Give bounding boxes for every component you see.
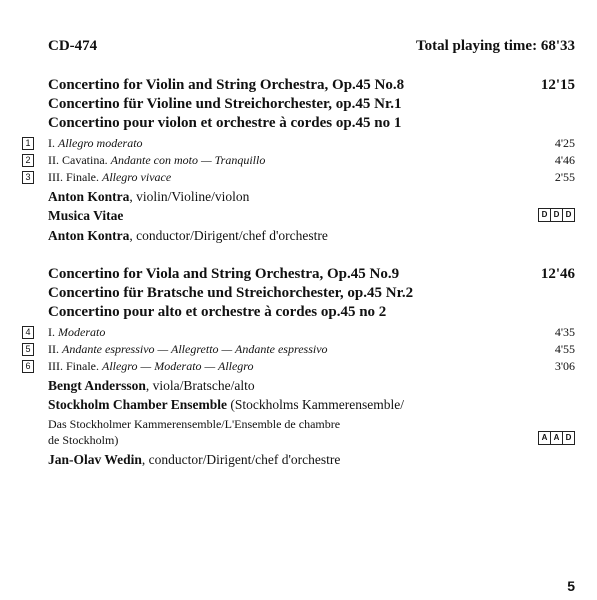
code-letter: A [550,431,563,445]
code-letter: D [562,208,575,222]
work1-title-fr: Concertino pour violon et orchestre à cordes op.45 no 1 [48,115,402,131]
code-letter: D [550,208,563,222]
orchestra-credit: Musica Vitae [48,208,124,223]
track-time: 4'35 [554,325,575,339]
code-letter: D [538,208,551,222]
page-number: 5 [567,578,575,594]
code-letter: D [562,431,575,445]
track-title: II. Cavatina. Andante con moto — Tranquillo [48,153,266,167]
work2-title-de: Concertino für Bratsche und Streichorchester, op.45 Nr.2 [48,285,414,301]
track-number-badge: 3 [22,171,34,184]
orchestra-credit: Stockholm Chamber Ensemble (Stockholms Kammerensemble/ [48,397,404,412]
catalog-number: CD-474 [48,38,98,54]
work1-duration: 12'15 [540,77,575,93]
total-playing-time: Total playing time: 68'33 [415,38,575,54]
track-title: II. Andante espressivo — Allegretto — Andante espressivo [48,342,328,356]
track-time: 2'55 [554,170,575,184]
track-title: I. Allegro moderato [48,136,143,150]
track-time: 3'06 [554,359,575,373]
track-number-badge: 6 [22,360,34,373]
track-time: 4'46 [554,153,575,167]
track-number-badge: 5 [22,343,34,356]
track-time: 4'25 [554,136,575,150]
recording-code-aad [539,431,575,445]
soloist-credit: Bengt Andersson, viola/Bratsche/alto [48,378,255,393]
track-time: 4'55 [554,342,575,356]
conductor-credit: Jan-Olav Wedin, conductor/Dirigent/chef d'orchestre [48,452,341,467]
work2-title-fr: Concertino pour alto et orchestre à cordes op.45 no 2 [48,304,387,320]
work1-title-en: Concertino for Violin and String Orchestra, Op.45 No.8 [48,77,405,93]
soloist-credit: Anton Kontra, violin/Violine/violon [48,189,250,204]
track-number-badge: 4 [22,326,34,339]
work2-title-en: Concertino for Viola and String Orchestra, Op.45 No.9 [48,266,400,282]
work1-title-de: Concertino für Violine und Streichorchester, op.45 Nr.1 [48,96,402,112]
conductor-credit: Anton Kontra, conductor/Dirigent/chef d'orchestre [48,228,328,243]
track-title: III. Finale. Allegro vivace [48,170,172,184]
recording-code-ddd [539,208,575,222]
track-number-badge: 2 [22,154,34,167]
track-title: I. Moderato [48,325,106,339]
track-number-badge: 1 [22,137,34,150]
orchestra-note: de Stockholm) [48,433,119,447]
work2-duration: 12'46 [540,266,575,282]
orchestra-note: Das Stockholmer Kammerensemble/L'Ensemble de chambre [48,417,341,431]
track-title: III. Finale. Allegro — Moderato — Allegro [48,359,254,373]
code-letter: A [538,431,551,445]
